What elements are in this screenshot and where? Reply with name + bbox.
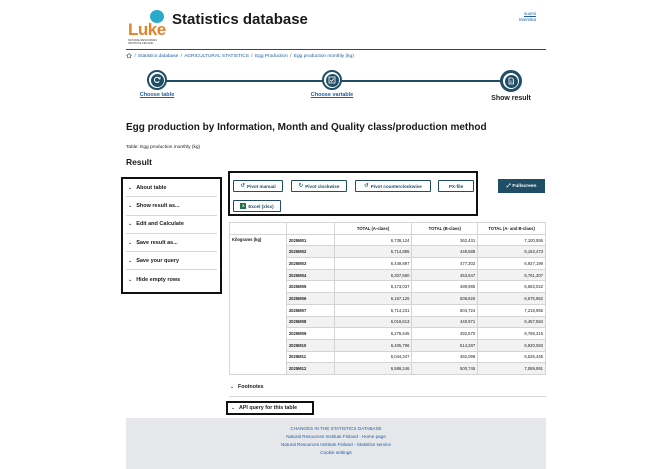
luke-logo[interactable]: [126, 10, 166, 46]
side-item-save-result-as[interactable]: [126, 234, 217, 252]
value-cell: 6,044,347: [334, 351, 412, 363]
value-cell: 6,276,645: [334, 328, 412, 340]
site-header: [126, 8, 546, 50]
period-cell: 2025M01: [286, 234, 334, 246]
chevron-down-icon: ⌄: [128, 239, 133, 246]
value-cell: 6,449,897: [334, 258, 412, 270]
value-cell: 482,098: [412, 351, 478, 363]
table-corner: [286, 223, 334, 235]
api-query-label: API query for this table: [239, 405, 298, 411]
step-show-result: [481, 70, 541, 102]
period-cell: 2025M03: [286, 258, 334, 270]
value-cell: 6,307,660: [334, 269, 412, 281]
side-item-save-query[interactable]: [126, 252, 217, 270]
value-cell: 6,761,307: [478, 269, 546, 281]
row-stub-label: Kilograms (kg): [230, 234, 287, 374]
fullscreen-button[interactable]: [498, 179, 545, 193]
period-cell: 2025M08: [286, 316, 334, 328]
value-cell: 362,431: [412, 234, 478, 246]
pivot-manual-button[interactable]: [233, 180, 283, 192]
chevron-down-icon: ⌄: [128, 257, 133, 264]
lang-svenska-link[interactable]: Svenska: [518, 17, 536, 22]
value-cell: 6,016,613: [334, 316, 412, 328]
rotate-clockwise-icon: ↻: [298, 183, 304, 189]
chevron-down-icon: ⌄: [128, 276, 133, 283]
value-cell: 6,714,231: [334, 304, 412, 316]
pivot-counterclockwise-button[interactable]: [355, 180, 431, 192]
chevron-down-icon: ⌄: [128, 202, 133, 209]
result-side-menu: [121, 177, 222, 294]
step-choose-variable[interactable]: [302, 70, 362, 98]
side-item-label: Save result as...: [136, 239, 178, 246]
breadcrumb: / Statistics database / AGRICULTURAL STATISTICS / Egg Production / Egg production monthly (kg): [126, 53, 354, 59]
chevron-down-icon: ⌄: [128, 184, 133, 191]
chevron-down-icon: ⌄: [128, 221, 133, 228]
column-header: TOTAL (B-class): [412, 223, 478, 235]
period-cell: 2025M07: [286, 304, 334, 316]
table-corner: [230, 223, 287, 235]
value-cell: 7,089,991: [478, 363, 546, 375]
value-cell: 6,663,022: [478, 281, 546, 293]
lang-suomi-link[interactable]: suomi: [523, 11, 536, 16]
value-cell: 489,985: [412, 281, 478, 293]
breadcrumb-item[interactable]: AGRICULTURAL STATISTICS: [184, 53, 249, 59]
value-cell: 453,647: [412, 269, 478, 281]
side-item-label: Save your query: [136, 257, 179, 264]
side-item-hide-empty-rows[interactable]: [126, 270, 217, 288]
logo-subtitle: NATURAL RESOURCES INSTITUTE FINLAND: [128, 39, 157, 45]
side-item-show-result-as[interactable]: [126, 197, 217, 215]
breadcrumb-item[interactable]: Egg production monthly (kg): [293, 53, 354, 59]
chevron-down-icon: ⌄: [231, 405, 236, 411]
step-choose-table[interactable]: [127, 70, 187, 98]
language-switcher: [519, 11, 536, 23]
chevron-down-icon: ⌄: [230, 385, 235, 390]
button-label: Pivot manual: [247, 183, 276, 189]
value-cell: 6,675,952: [478, 293, 546, 305]
step-label: Choose table: [139, 92, 175, 98]
document-icon: [507, 77, 515, 85]
table-name: Table: Egg production monthly (kg): [126, 145, 201, 150]
px-file-button[interactable]: [438, 180, 474, 192]
header-divider: [126, 49, 546, 50]
side-item-label: Hide empty rows: [136, 276, 181, 283]
table-row: [230, 234, 546, 246]
result-heading: Result: [126, 157, 152, 167]
footer-link-cookie-settings[interactable]: Cookie settings: [320, 450, 352, 455]
step-label: Show result: [491, 95, 531, 102]
button-label: Pivot clockwise: [305, 183, 340, 189]
site-title: Statistics database: [172, 11, 308, 28]
pivot-clockwise-button[interactable]: [291, 180, 347, 192]
value-cell: 5,714,885: [334, 246, 412, 258]
value-cell: 477,302: [412, 258, 478, 270]
api-query-toggle[interactable]: [226, 401, 314, 415]
period-cell: 2025M09: [286, 328, 334, 340]
page-title: Egg production by Information, Month and Quality class/production method: [126, 122, 487, 133]
period-cell: 2025M12: [286, 363, 334, 375]
column-header: TOTAL (A- and B-class): [478, 223, 546, 235]
value-cell: 6,405,796: [334, 339, 412, 351]
period-cell: 2025M10: [286, 339, 334, 351]
result-table: [229, 222, 546, 375]
value-cell: 6,526,445: [478, 351, 546, 363]
side-item-label: About table: [136, 184, 167, 191]
period-cell: 2025M11: [286, 351, 334, 363]
section-divider: [229, 396, 546, 397]
button-label: Fullscreen: [512, 183, 537, 189]
footnotes-toggle[interactable]: [230, 384, 264, 390]
value-cell: 492,670: [412, 328, 478, 340]
period-cell: 2025M04: [286, 269, 334, 281]
value-cell: 6,738,124: [334, 234, 412, 246]
rotate-counterclockwise-icon: ↺: [364, 183, 369, 189]
side-item-label: Show result as...: [136, 202, 180, 209]
result-toolbar: [228, 171, 478, 216]
step-label: Choose variable: [310, 92, 354, 98]
progress-steps: [126, 68, 546, 104]
value-cell: 504,724: [412, 304, 478, 316]
value-cell: 6,769,315: [478, 328, 546, 340]
side-item-label: Edit and Calculate: [136, 221, 184, 228]
breadcrumb-item[interactable]: Statistics database: [138, 53, 179, 59]
checkbox-icon: [328, 76, 336, 84]
rotate-icon: ↺: [240, 183, 245, 189]
value-cell: 514,287: [412, 339, 478, 351]
value-cell: 6,167,126: [334, 293, 412, 305]
value-cell: 7,218,955: [478, 304, 546, 316]
footnotes-label: Footnotes: [238, 384, 264, 390]
value-cell: 6,589,246: [334, 363, 412, 375]
refresh-icon: [153, 76, 161, 84]
value-cell: 6,457,584: [478, 316, 546, 328]
column-header: TOTAL (A-class): [334, 223, 412, 235]
footer-link-changes[interactable]: CHANGES IN THE STATISTICS DATABASE: [290, 426, 382, 431]
value-cell: 7,100,555: [478, 234, 546, 246]
button-label: Pivot counterclockwise: [370, 183, 422, 189]
period-cell: 2025M06: [286, 293, 334, 305]
button-label: Excel (xlsx): [248, 203, 274, 209]
table-header-row: [230, 223, 546, 235]
footer-link-statistics-service[interactable]: Natural Resources Institute Finland - Statistics service: [280, 442, 392, 447]
value-cell: 440,971: [412, 316, 478, 328]
value-cell: 448,588: [412, 246, 478, 258]
value-cell: 6,920,083: [478, 339, 546, 351]
button-label: PX-file: [448, 183, 464, 189]
value-cell: 6,163,473: [478, 246, 546, 258]
footer-link-home[interactable]: Natural Resources Institute Finland - Home page: [286, 434, 386, 439]
value-cell: 500,745: [412, 363, 478, 375]
home-icon[interactable]: [126, 53, 132, 58]
value-cell: 6,173,037: [334, 281, 412, 293]
period-cell: 2025M02: [286, 246, 334, 258]
logo-word: Luke: [128, 20, 166, 39]
period-cell: 2025M05: [286, 281, 334, 293]
breadcrumb-item[interactable]: Egg Production: [254, 53, 288, 59]
side-item-about-table[interactable]: [126, 179, 217, 197]
site-footer: [126, 418, 546, 469]
expand-icon: ⤢: [506, 184, 511, 189]
value-cell: 508,826: [412, 293, 478, 305]
excel-icon: X: [242, 203, 245, 208]
side-item-edit-calculate[interactable]: [126, 216, 217, 234]
value-cell: 6,927,199: [478, 258, 546, 270]
excel-button[interactable]: [233, 200, 281, 212]
